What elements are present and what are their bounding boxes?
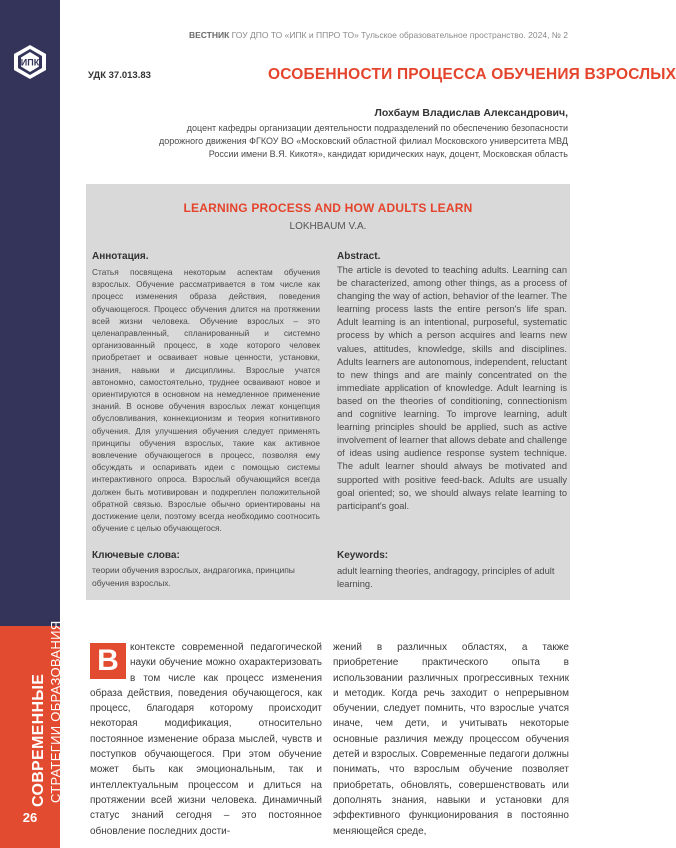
- annotation-text: Статья посвящена некоторым аспектам обучения взрослых. Обучение рассматривается в том числе как процесс изменения образа действия, поведения обучающегося. Процесс обучения длится на протяжении всей жизни человека. Обучение взрослых – это целенаправленный, спланированный и системно организованный процесс, в ходе которого человек приобретает и осваивает новые ценности, установки, знания, навыки и дисциплины. Взрослые учатся автономно, самостоятельно, труднее осваивают новое и ориентируются в основном на немедленное применение знаний. В основе обучения взрослых лежат концепция обусловливания, коннекционизм и теория когнитивного обучения. Для улучшения обучения следует применять принципы обучения взрослых, такие как активное вовлечение обучающегося в процесс, позволяя ему обсуждать и оспаривать идеи с помощью системы интерактивного опроса. Взрослый обучающийся всегда должен быть мотивирован и подкреплен положительной обратной связью. Взрослые обычно ориентированы на достижение цели, поэтому всегда необходимо соотносить обучение с целью обучающегося.: [92, 266, 320, 534]
- institute-logo-icon: [12, 44, 48, 80]
- english-title: LEARNING PROCESS AND HOW ADULTS LEARN: [86, 201, 570, 215]
- keywords-en-heading: Keywords:: [337, 550, 388, 561]
- abstract-text: The article is devoted to teaching adults. Learning can be characterized, among other things, as a process of changing the way of action, behavior of the learner. The learning process lasts the entire person's life span. Adult learning is an intentional, purposeful, systematic process by which a person acquires and learns new values, attitudes, knowledge, skills and disciplines. Adults learners are autonomous, independent, reluctant to new things and are mainly concentrated on the immediate application of knowledge. Adult learning is based on the theories of conditioning, connectionism and cognitive learning. To improve learning, adult learning principles should be applied, such as active involvement of learner that allows debate and challenge of ideas using audience response system technique. The adult learner should always be motivated and supported with positive feed-back. Adults are usually goal oriented; so, we should always relate learning to participant's goal.: [337, 264, 567, 513]
- keywords-ru-text: теории обучения взрослых, андрагогика, принципы обучения взрослых.: [92, 564, 320, 589]
- article-title: ОСОБЕННОСТИ ПРОЦЕССА ОБУЧЕНИЯ ВЗРОСЛЫХ: [268, 66, 676, 84]
- left-sidebar: [0, 0, 60, 848]
- page-number: 26: [0, 810, 60, 825]
- vertical-title-bold: СОВРЕМЕННЫЕ: [30, 621, 47, 807]
- header-journal-name: ВЕСТНИК: [189, 30, 229, 40]
- body-column-left: [90, 640, 322, 839]
- keywords-en-text: adult learning theories, andragogy, principles of adult learning.: [337, 565, 567, 591]
- english-author: LOKHBAUM V.A.: [86, 221, 570, 232]
- logo-text: ИПК: [21, 58, 40, 68]
- header-journal-details: ГОУ ДПО ТО «ИПК и ППРО ТО» Тульское образовательное пространство. 2024, № 2: [229, 30, 568, 40]
- author-affiliation: доцент кафедры организации деятельности подразделений по обеспечению безопасности дорожного движения ФГКОУ ВО «Московский областной филиал Московского университета МВД России имени В.Я. Кикотя», кандидат юридических наук, доцент, Московская область: [148, 122, 568, 161]
- vertical-title-light: СТРАТЕГИИ ОБРАЗОВАНИЯ: [47, 621, 64, 803]
- annotation-heading: Аннотация.: [92, 251, 149, 262]
- running-header: [189, 30, 568, 40]
- body-column-right: жений в различных областях, а также приобретение практического опыта в использовании различных прогрессивных техник и методик. Когда речь заходит о непрерывном обучении, следует помнить, что взрослые учатся иначе, чем дети, и учитывать некоторые основные различия между процессом обучения детей и взрослых. Современные педагоги должны понимать, что взрослым обучение позволяет приобретать, обновлять, совершенствовать или дополнять знания, навыки и установки для эффективного функционирования в постоянно меняющейся среде,: [333, 640, 569, 839]
- udk-code: УДК 37.013.83: [88, 70, 151, 81]
- abstract-heading: Abstract.: [337, 251, 380, 262]
- body-left-text: контексте современной педагогической науки обучение можно охарактеризовать в том числе как процесс изменения образа действия, поведения обучающегося, как процесс, благодаря которому происходит некоторая модификация, относительно постоянное изменение образа мыслей, чувств и поступков обучающегося. При этом обучение может быть как эмоциональным, так и интеллектуальным процессом и длиться на протяжении всей жизни человека. Динамичный статус знаний сегодня – это постоянное обновление последних дости-: [90, 642, 322, 837]
- keywords-ru-heading: Ключевые слова:: [92, 550, 180, 561]
- author-name: Лохбаум Владислав Александрович,: [374, 107, 568, 119]
- journal-vertical-title: [2, 628, 58, 803]
- drop-cap: В: [90, 643, 126, 679]
